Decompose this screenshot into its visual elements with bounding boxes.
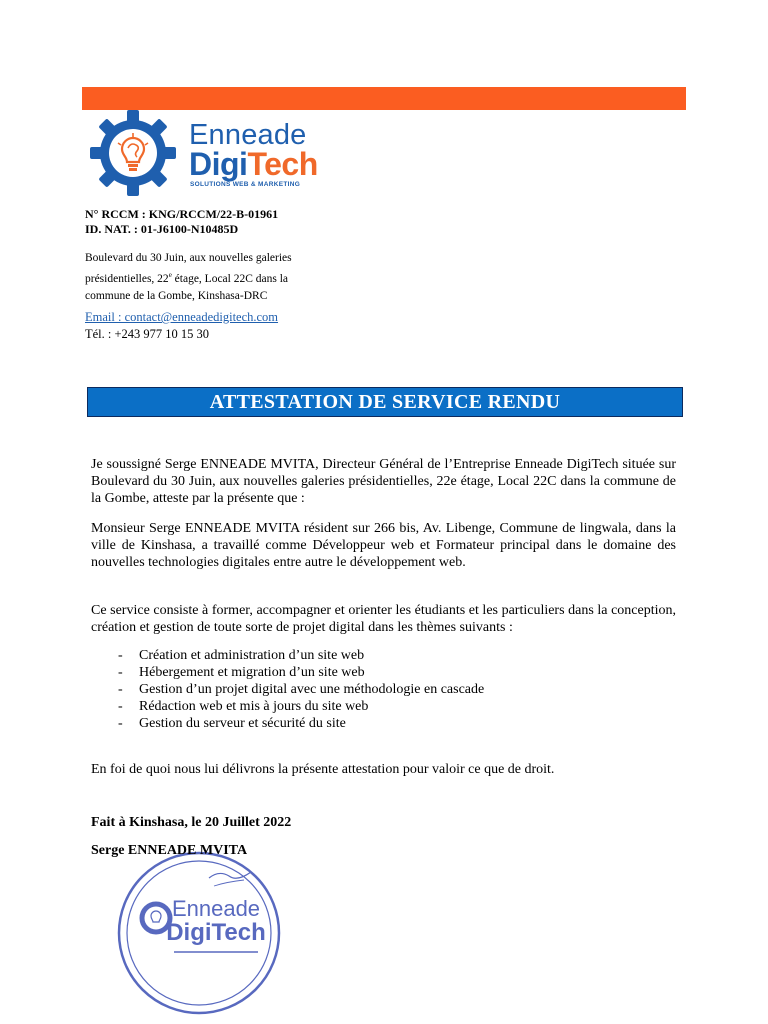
header-accent-bar [82,87,686,110]
brand-name-line2 [189,146,318,183]
theme-text: Rédaction web et mis à jours du site web [139,699,369,714]
phone-number: Tél. : +243 977 10 15 30 [85,327,210,341]
closing-paragraph: En foi de quoi nous lui délivrons la présente attestation pour valoir ce que de droit. [91,762,555,777]
signatory-name: Serge ENNEADE MVITA [91,843,248,858]
list-marker: - [118,665,123,680]
service-paragraph: Ce service consiste à former, accompagner et orienter les étudiants et les particuliers dans la conception, création et gestion de toute sorte de projet digital dans les thèmes suivants : [91,603,676,635]
list-item [118,647,484,664]
list-item [118,681,484,698]
address-line: présidentielles, 22e étage, Local 22C dans la [85,271,289,285]
list-item [118,698,484,715]
document-title: ATTESTATION DE SERVICE RENDU [209,390,561,413]
list-item [118,715,484,732]
company-address [85,250,345,305]
theme-text: Gestion du serveur et sécurité du site [139,716,346,731]
place-and-date: Fait à Kinshasa, le 20 Juillet 2022 [91,815,292,830]
list-marker: - [118,648,123,663]
list-marker: - [118,716,123,731]
brand-tech: Tech [247,146,318,182]
company-stamp [114,848,284,1018]
person-paragraph: Monsieur Serge ENNEADE MVITA résident sur 266 bis, Av. Libenge, Commune de lingwala, dans la ville de Kinshasa, a travaillé comme Développeur web et Formateur principal dans le domaine des nouvelles technologies digitales entre autre le développement web. [91,521,676,570]
list-marker: - [118,682,123,697]
theme-text: Création et administration d’un site web [139,648,365,663]
stamp-text-line1: Enneade [171,896,261,921]
id-nat-number: ID. NAT. : 01-J6100-N10485D [85,222,239,236]
themes-list [118,647,484,732]
rccm-number: N° RCCM : KNG/RCCM/22-B-01961 [85,207,279,221]
list-item [118,664,484,681]
document-title-banner [87,387,683,417]
brand-tagline: SOLUTIONS WEB & MARKETING [190,181,301,188]
theme-text: Hébergement et migration d’un site web [139,665,365,680]
list-marker: - [118,699,123,714]
theme-text: Gestion d’un projet digital avec une méthodologie en cascade [139,682,485,697]
brand-name-line1: Enneade [189,119,307,151]
intro-paragraph: Je soussigné Serge ENNEADE MVITA, Directeur Général de l’Entreprise Enneade DigiTech située sur Boulevard du 30 Juin, aux nouvelles galeries présidentielles, 22e étage, Local 22C dans la commune de la Gombe, atteste par la présente que : [91,457,676,506]
stamp-text-line2: DigiTech [166,919,266,946]
address-line: Boulevard du 30 Juin, aux nouvelles galeries [85,252,292,264]
address-line: commune de la Gombe, Kinshasa-DRC [85,289,268,302]
brand-digi: Digi [189,146,248,182]
email-link[interactable]: Email : contact@enneadedigitech.com [85,310,279,324]
